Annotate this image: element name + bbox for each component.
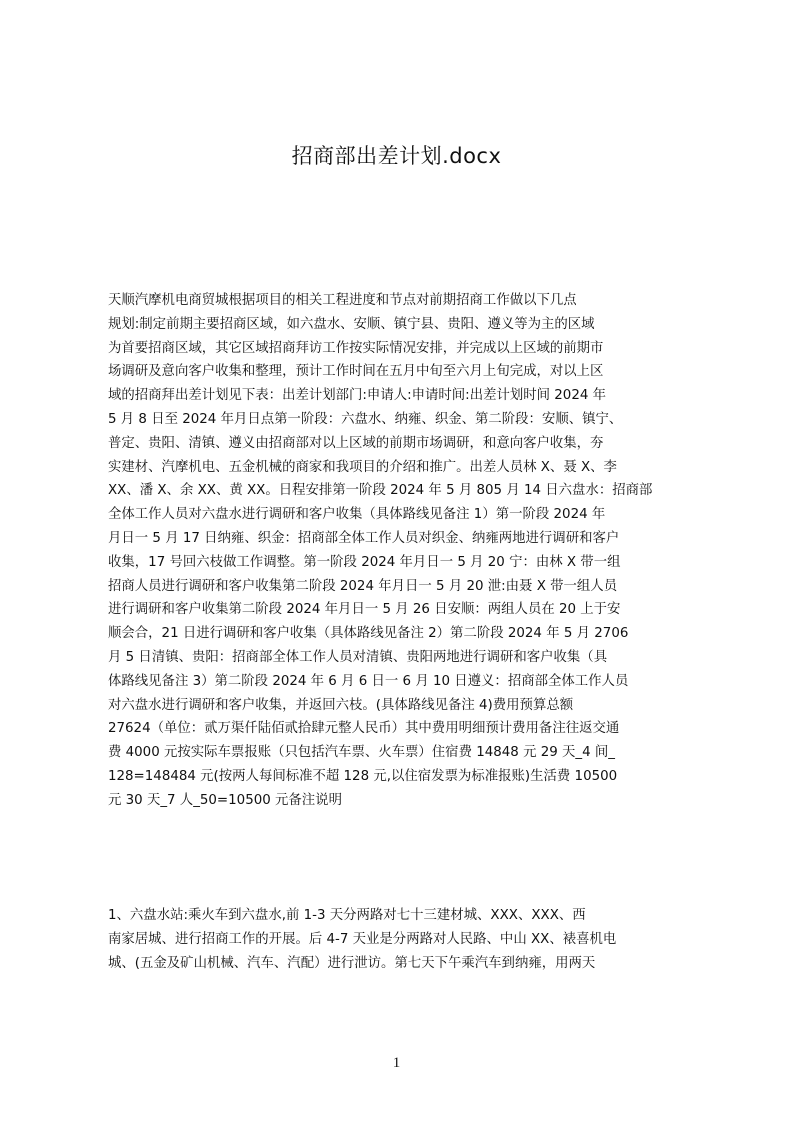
- body-paragraph-1: [108, 289, 698, 813]
- text-line: 对六盘水进行调研和客户收集，并返回六枝。(具体路线见备注 4)费用预算总额: [108, 697, 574, 713]
- text-line: 为首要招商区域，其它区域招商拜访工作按实际情况安排，并完成以上区域的前期市: [108, 340, 604, 356]
- text-line: 进行调研和客户收集第二阶段 2024 年月日一 5 月 26 日安顺：两组人员在 20 上于安: [108, 602, 621, 618]
- text-line: 规划:制定前期主要招商区域，如六盘水、安顺、镇宁县、贵阳、遵义等为主的区域: [108, 316, 595, 332]
- text-line: 场调研及意向客户收集和整理，预计工作时间在五月中旬至六月上旬完成，对以上区: [108, 364, 604, 380]
- text-line: 域的招商拜出差计划见下表：出差计划部门:申请人:申请时间:出差计划时间 2024 年: [108, 388, 607, 404]
- text-line: 费 4000 元按实际车票报账（只包括汽车票、火车票）住宿费 14848 元 29 天_4 间_: [108, 745, 615, 761]
- text-line: 实建材、汽摩机电、五金机械的商家和我项目的介绍和推广。出差人员林 X、聂 X、李: [108, 459, 617, 475]
- text-line: 顺会合，21 日进行调研和客户收集（具体路线见备注 2）第二阶段 2024 年 5 月 2706: [108, 626, 629, 642]
- body-paragraph-2: [108, 904, 698, 975]
- text-line: 体路线见备注 3）第二阶段 2024 年 6 月 6 日一 6 月 10 日遵义：招商部全体工作人员: [108, 673, 629, 689]
- text-line: 5 月 8 日至 2024 年月日点第一阶段：六盘水、纳雍、织金、第二阶段：安顺、镇宁、: [108, 411, 623, 427]
- text-line: 128=148484 元(按两人每间标准不超 128 元,以住宿发票为标准报账)生活费 10500: [108, 768, 618, 784]
- text-line: 天顺汽摩机电商贸城根据项目的相关工程进度和节点对前期招商工作做以下几点: [108, 293, 577, 308]
- text-line: 27624（单位：贰万渠仟陆佰贰拾肆元整人民币）其中费用明细预计费用备注往返交通: [108, 721, 620, 737]
- text-line: 南家居城、进行招商工作的开展。后 4-7 天业是分两路对人民路、中山 XX、裱喜机电: [108, 931, 617, 947]
- text-line: 月 5 日清镇、贵阳：招商部全体工作人员对清镇、贵阳两地进行调研和客户收集（具: [108, 649, 608, 665]
- text-line: 城、(五金及矿山机械、汽车、汽配）进行泄访。第七天下午乘汽车到纳雍，用两天: [108, 955, 596, 971]
- text-line: 全体工作人员对六盘水进行调研和客户收集（具体路线见备注 1）第一阶段 2024 年: [108, 507, 606, 523]
- text-line: 1、六盘水站:乘火车到六盘水,前 1-3 天分两路对七十三建材城、XXX、XXX、西: [108, 908, 586, 923]
- text-line: 元 30 天_7 人_50=10500 元备注说明: [108, 792, 342, 808]
- document-title: 招商部出差计划.docx: [291, 144, 502, 168]
- text-line: 月日一 5 月 17 日纳雍、织金：招商部全体工作人员对织金、纳雍两地进行调研和客户: [108, 530, 620, 546]
- text-line: 收集，17 号回六枝做工作调整。第一阶段 2024 年月日一 5 月 20 宁：由林 X 带一组: [108, 554, 621, 570]
- text-line: 招商人员进行调研和客户收集第二阶段 2024 年月日一 5 月 20 泄:由聂 X 带一组人员: [108, 578, 618, 594]
- page-number: 1: [392, 1055, 401, 1071]
- text-line: XX、潘 X、余 XX、黄 XX。日程安排第一阶段 2024 年 5 月 805 月 14 日六盘水：招商部: [108, 483, 653, 499]
- text-line: 普定、贵阳、清镇、遵义由招商部对以上区域的前期市场调研，和意向客户收集，夯: [108, 435, 604, 451]
